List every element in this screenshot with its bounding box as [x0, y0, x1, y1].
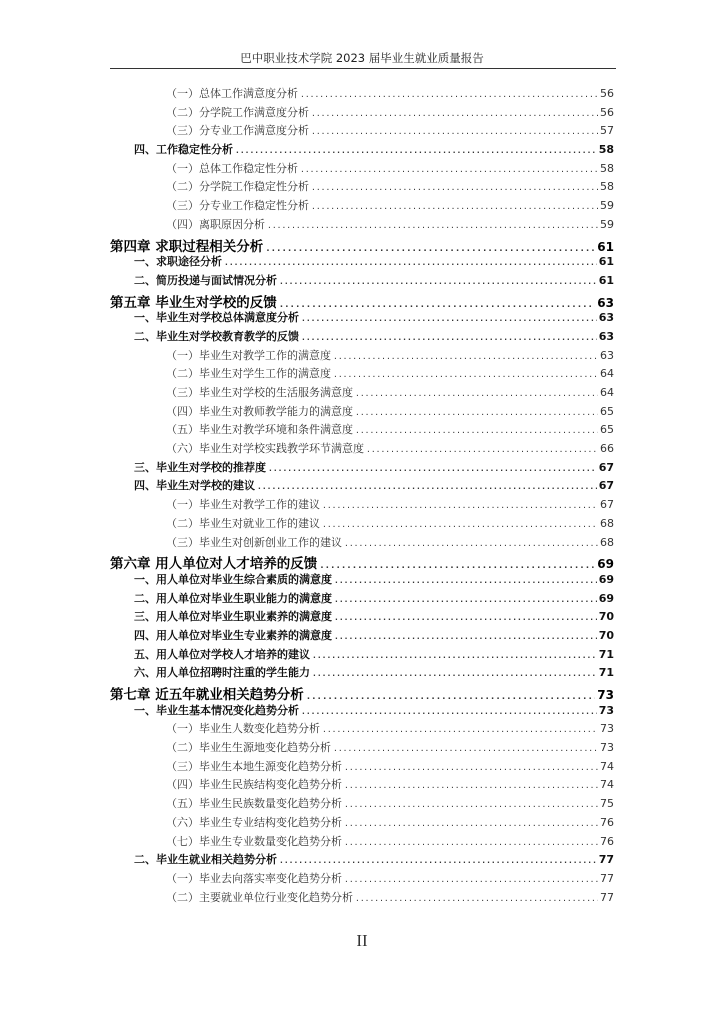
- toc-page-number: 75: [600, 797, 614, 811]
- toc-entry-label: 二、毕业生对学校教育教学的反馈: [134, 329, 299, 343]
- toc-page-number: 64: [600, 386, 614, 399]
- toc-dot-leader: [322, 501, 598, 510]
- toc-dot-leader: [300, 90, 598, 99]
- toc-entry-label: （一）总体工作满意度分析: [166, 87, 298, 100]
- toc-page-number: 63: [598, 329, 614, 343]
- toc-entry-label: （一）毕业生对教学工作的满意度: [166, 348, 331, 362]
- toc-entry-label: （三）毕业生对创新创业工作的建议: [166, 535, 342, 549]
- toc-section-entry[interactable]: [110, 851, 614, 870]
- toc-dot-leader: [279, 277, 597, 286]
- toc-subsection-entry[interactable]: [110, 384, 614, 403]
- toc-section-entry[interactable]: [110, 608, 614, 627]
- toc-dot-leader: [355, 408, 598, 417]
- toc-section-entry[interactable]: [110, 664, 614, 683]
- toc-entry-label: （三）毕业生对学校的生活服务满意度: [166, 386, 353, 399]
- toc-dot-leader: [306, 692, 596, 702]
- toc-dot-leader: [279, 300, 596, 310]
- toc-chapter-entry[interactable]: [110, 235, 614, 254]
- toc-entry-label: （四）离职原因分析: [166, 217, 265, 231]
- toc-section-entry[interactable]: [110, 309, 614, 328]
- toc-page-number: 77: [600, 871, 614, 885]
- toc-page-number: 70: [598, 610, 614, 624]
- toc-page-number: 65: [600, 423, 614, 437]
- toc-page-number: 69: [598, 572, 614, 586]
- toc-entry-label: 一、用人单位对毕业生综合素质的满意度: [134, 572, 332, 586]
- toc-section-entry[interactable]: [110, 272, 614, 291]
- toc-dot-leader: [333, 370, 598, 379]
- toc-dot-leader: [344, 763, 598, 772]
- toc-entry-label: （一）毕业去向落实率变化趋势分析: [166, 871, 342, 885]
- toc-dot-leader: [301, 314, 597, 323]
- toc-entry-label: 一、毕业生基本情况变化趋势分析: [134, 703, 299, 717]
- toc-entry-label: （一）毕业生人数变化趋势分析: [166, 722, 320, 736]
- toc-entry-label: 第四章 求职过程相关分析: [110, 238, 264, 254]
- toc-entry-label: （四）毕业生民族结构变化趋势分析: [166, 778, 342, 792]
- page-header: 巴中职业技术学院 2023 届毕业生就业质量报告: [240, 51, 484, 65]
- toc-chapter-entry[interactable]: [110, 552, 614, 571]
- toc-subsection-entry[interactable]: [110, 515, 614, 534]
- toc-subsection-entry[interactable]: [110, 870, 614, 889]
- toc-page-number: 56: [600, 87, 614, 100]
- toc-section-entry[interactable]: [110, 627, 614, 646]
- toc-subsection-entry[interactable]: [110, 122, 614, 141]
- toc-dot-leader: [322, 725, 598, 734]
- toc-subsection-entry[interactable]: [110, 365, 614, 384]
- toc-dot-leader: [344, 781, 598, 790]
- toc-page-number: 74: [600, 759, 614, 773]
- toc-dot-leader: [319, 561, 595, 571]
- toc-entry-label: （三）分专业工作满意度分析: [166, 124, 309, 138]
- toc-dot-leader: [334, 595, 597, 604]
- toc-entry-label: 二、毕业生就业相关趋势分析: [134, 853, 277, 867]
- toc-page-number: 67: [598, 479, 614, 493]
- toc-subsection-entry[interactable]: [110, 739, 614, 758]
- toc-section-entry[interactable]: [110, 646, 614, 665]
- toc-entry-label: （六）毕业生专业结构变化趋势分析: [166, 815, 342, 829]
- toc-entry-label: 第五章 毕业生对学校的反馈: [110, 294, 277, 310]
- toc-subsection-entry[interactable]: [110, 720, 614, 739]
- toc-entry-label: 第六章 用人单位对人才培养的反馈: [110, 556, 318, 571]
- toc-entry-label: 一、毕业生对学校总体满意度分析: [134, 311, 299, 325]
- toc-chapter-entry[interactable]: [110, 291, 614, 310]
- toc-page-number: 71: [598, 647, 614, 661]
- toc-entry-label: （六）毕业生对学校实践教学环节满意度: [166, 442, 364, 456]
- toc-entry-label: （一）毕业生对教学工作的建议: [166, 498, 320, 512]
- toc-section-entry[interactable]: [110, 590, 614, 609]
- table-of-contents: [110, 85, 614, 907]
- header-rule: [110, 68, 616, 69]
- toc-page-number: 66: [600, 442, 614, 456]
- toc-page-number: 70: [598, 628, 614, 642]
- toc-subsection-entry[interactable]: [110, 403, 614, 422]
- toc-subsection-entry[interactable]: [110, 833, 614, 852]
- toc-subsection-entry[interactable]: [110, 814, 614, 833]
- toc-dot-leader: [344, 838, 598, 847]
- page-number: II: [356, 931, 368, 950]
- toc-dot-leader: [235, 146, 597, 155]
- toc-page-number: 73: [600, 722, 614, 736]
- toc-section-entry[interactable]: [110, 328, 614, 347]
- toc-dot-leader: [334, 576, 597, 585]
- toc-page-number: 77: [600, 890, 614, 904]
- toc-subsection-entry[interactable]: [110, 216, 614, 235]
- toc-page-number: 64: [600, 367, 614, 381]
- toc-entry-label: （三）毕业生本地生源变化趋势分析: [166, 759, 342, 773]
- toc-dot-leader: [333, 744, 598, 753]
- toc-subsection-entry[interactable]: [110, 85, 614, 104]
- toc-dot-leader: [268, 464, 597, 473]
- toc-page-number: 73: [597, 688, 614, 702]
- toc-dot-leader: [267, 221, 598, 230]
- toc-section-entry[interactable]: [110, 571, 614, 590]
- toc-entry-label: 四、工作稳定性分析: [134, 143, 233, 157]
- toc-page-number: 73: [600, 741, 614, 755]
- toc-dot-leader: [366, 445, 598, 454]
- toc-entry-label: 三、毕业生对学校的推荐度: [134, 460, 266, 474]
- toc-page-number: 65: [600, 404, 614, 418]
- toc-entry-label: 三、用人单位对毕业生职业素养的满意度: [134, 610, 332, 624]
- toc-dot-leader: [355, 389, 598, 398]
- toc-page-number: 68: [600, 516, 614, 530]
- toc-page-number: 76: [600, 815, 614, 829]
- toc-dot-leader: [322, 520, 598, 529]
- toc-section-entry[interactable]: [110, 253, 614, 272]
- toc-page-number: 76: [600, 834, 614, 848]
- toc-page-number: 69: [598, 591, 614, 605]
- toc-dot-leader: [344, 875, 598, 884]
- toc-entry-label: （二）主要就业单位行业变化趋势分析: [166, 890, 353, 904]
- toc-entry-label: （四）毕业生对教师教学能力的满意度: [166, 404, 353, 418]
- toc-dot-leader: [265, 244, 595, 254]
- toc-page-number: 58: [598, 143, 614, 157]
- toc-dot-leader: [334, 613, 597, 622]
- toc-dot-leader: [344, 800, 598, 809]
- toc-dot-leader: [311, 202, 598, 211]
- toc-dot-leader: [344, 819, 598, 828]
- toc-page-number: 61: [598, 273, 614, 287]
- toc-page-number: 68: [600, 535, 614, 549]
- toc-subsection-entry[interactable]: [110, 197, 614, 216]
- toc-section-entry[interactable]: [110, 702, 614, 721]
- toc-subsection-entry[interactable]: [110, 421, 614, 440]
- toc-page-number: 61: [597, 239, 614, 254]
- toc-page-number: 58: [600, 161, 614, 175]
- toc-dot-leader: [312, 669, 597, 678]
- toc-entry-label: 一、求职途径分析: [134, 255, 222, 269]
- toc-dot-leader: [333, 352, 598, 361]
- toc-section-entry[interactable]: [110, 459, 614, 478]
- toc-page-number: 71: [598, 666, 614, 680]
- toc-dot-leader: [355, 426, 598, 435]
- toc-dot-leader: [224, 258, 597, 267]
- toc-entry-label: （二）毕业生对就业工作的建议: [166, 516, 320, 530]
- toc-page-number: 73: [598, 703, 614, 717]
- toc-page-number: 57: [600, 124, 614, 138]
- toc-dot-leader: [279, 856, 597, 865]
- toc-page-number: 74: [600, 778, 614, 792]
- toc-page-number: 77: [598, 853, 614, 867]
- toc-entry-label: （二）毕业生对学生工作的满意度: [166, 367, 331, 381]
- toc-subsection-entry[interactable]: [110, 758, 614, 777]
- toc-entry-label: （五）毕业生对教学环境和条件满意度: [166, 423, 353, 437]
- toc-subsection-entry[interactable]: [110, 347, 614, 366]
- toc-subsection-entry[interactable]: [110, 776, 614, 795]
- toc-section-entry[interactable]: [110, 141, 614, 160]
- toc-section-entry[interactable]: [110, 477, 614, 496]
- toc-page-number: 63: [597, 295, 614, 310]
- toc-page-number: 59: [600, 199, 614, 213]
- toc-entry-label: 五、用人单位对学校人才培养的建议: [134, 647, 310, 661]
- toc-page-number: 69: [597, 557, 614, 571]
- toc-entry-label: 二、简历投递与面试情况分析: [134, 273, 277, 287]
- toc-entry-label: （五）毕业生民族数量变化趋势分析: [166, 797, 342, 811]
- toc-page-number: 63: [598, 311, 614, 325]
- toc-subsection-entry[interactable]: [110, 534, 614, 553]
- toc-chapter-entry[interactable]: [110, 683, 614, 702]
- toc-entry-label: 四、毕业生对学校的建议: [134, 479, 255, 493]
- toc-subsection-entry[interactable]: [110, 104, 614, 123]
- toc-subsection-entry[interactable]: [110, 160, 614, 179]
- toc-entry-label: （二）毕业生生源地变化趋势分析: [166, 741, 331, 755]
- toc-dot-leader: [344, 539, 598, 548]
- toc-entry-label: 二、用人单位对毕业生职业能力的满意度: [134, 591, 332, 605]
- toc-page-number: 63: [600, 348, 614, 362]
- toc-entry-label: （七）毕业生专业数量变化趋势分析: [166, 834, 342, 848]
- toc-entry-label: （二）分学院工作满意度分析: [166, 105, 309, 119]
- toc-page-number: 61: [598, 255, 614, 269]
- toc-subsection-entry[interactable]: [110, 178, 614, 197]
- toc-page-number: 56: [600, 105, 614, 119]
- toc-dot-leader: [300, 165, 598, 174]
- toc-subsection-entry[interactable]: [110, 496, 614, 515]
- toc-dot-leader: [355, 894, 598, 903]
- toc-dot-leader: [311, 183, 598, 192]
- toc-page-number: 58: [600, 180, 614, 194]
- toc-dot-leader: [301, 333, 597, 342]
- toc-dot-leader: [312, 651, 597, 660]
- toc-dot-leader: [301, 707, 597, 716]
- toc-entry-label: （一）总体工作稳定性分析: [166, 161, 298, 175]
- toc-entry-label: 四、用人单位对毕业生专业素养的满意度: [134, 628, 332, 642]
- toc-dot-leader: [257, 482, 597, 491]
- toc-page-number: 67: [598, 460, 614, 474]
- toc-page-number: 67: [600, 498, 614, 512]
- toc-subsection-entry[interactable]: [110, 889, 614, 908]
- toc-entry-label: （三）分专业工作稳定性分析: [166, 199, 309, 213]
- toc-entry-label: 第七章 近五年就业相关趋势分析: [110, 687, 304, 702]
- toc-entry-label: 六、用人单位招聘时注重的学生能力: [134, 666, 310, 680]
- toc-subsection-entry[interactable]: [110, 795, 614, 814]
- toc-dot-leader: [334, 632, 597, 641]
- toc-entry-label: （二）分学院工作稳定性分析: [166, 180, 309, 194]
- toc-subsection-entry[interactable]: [110, 440, 614, 459]
- toc-page-number: 59: [600, 217, 614, 231]
- toc-dot-leader: [311, 109, 598, 118]
- toc-dot-leader: [311, 127, 598, 136]
